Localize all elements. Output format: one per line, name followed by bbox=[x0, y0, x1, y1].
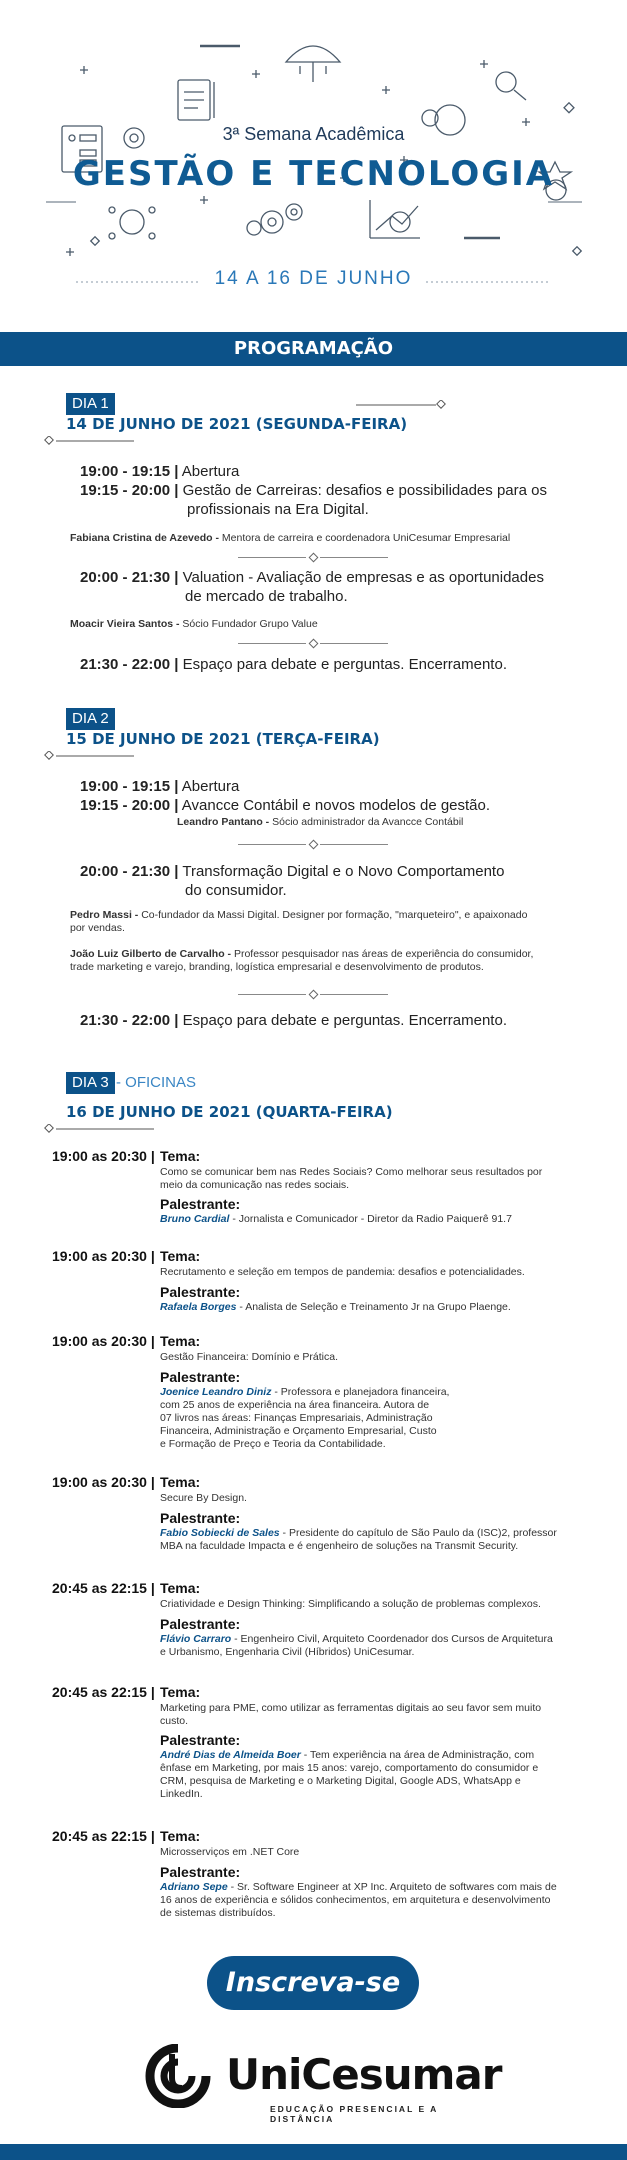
schedule-item-cont: do consumidor. bbox=[185, 882, 287, 899]
workshop-speaker: Bruno Cardial - Jornalista e Comunicador - Diretor da Radio Paiquerê 91.7 bbox=[160, 1213, 512, 1225]
workshop-topic: Criatividade e Design Thinking: Simplificando a solução de problemas complexos. bbox=[160, 1598, 541, 1610]
schedule-item: 20:00 - 21:30 | Transformação Digital e o Novo Comportamento bbox=[80, 863, 505, 880]
day3-date: 16 DE JUNHO DE 2021 (QUARTA-FEIRA) bbox=[66, 1103, 393, 1121]
unicesumar-logo bbox=[138, 2044, 502, 2124]
workshop-speaker: Rafaela Borges - Analista de Seleção e Treinamento Jr na Grupo Plaenge. bbox=[160, 1301, 511, 1313]
day1-tag: DIA 1 bbox=[66, 393, 115, 415]
network-icon bbox=[120, 210, 144, 234]
program-header: PROGRAMAÇÃO bbox=[0, 332, 627, 366]
day2-date: 15 DE JUNHO DE 2021 (TERÇA-FEIRA) bbox=[66, 730, 380, 748]
workshop-topic: Como se comunicar bem nas Redes Sociais? Como melhorar seus resultados por meio da comunicação nas redes sociais. bbox=[160, 1166, 543, 1191]
schedule-item-cont: de mercado de trabalho. bbox=[185, 588, 348, 605]
event-edition: 3ª Semana Acadêmica bbox=[222, 124, 405, 144]
workshop-item bbox=[52, 1474, 572, 1554]
workshop-time: 19:00 as 20:30 | bbox=[52, 1248, 155, 1264]
schedule-item: 19:15 - 20:00 | Gestão de Carreiras: desafios e possibilidades para os bbox=[80, 482, 547, 499]
signup-button[interactable]: Inscreva-se bbox=[207, 1956, 419, 2010]
workshop-topic: Recrutamento e seleção em tempos de pandemia: desafios e potencialidades. bbox=[160, 1266, 525, 1278]
workshop-time: 19:00 as 20:30 | bbox=[52, 1148, 155, 1164]
decorative-divider bbox=[44, 751, 134, 761]
gears-icon bbox=[261, 211, 283, 233]
day3-tag: DIA 3 bbox=[66, 1072, 115, 1094]
tema-label: Tema: bbox=[160, 1828, 201, 1844]
speaker-note: Moacir Vieira Santos - Sócio Fundador Grupo Value bbox=[70, 618, 318, 630]
workshop-item bbox=[52, 1580, 572, 1660]
schedule-item: 20:00 - 21:30 | Valuation - Avaliação de empresas e as oportunidades bbox=[80, 569, 544, 586]
workshop-item bbox=[52, 1248, 572, 1312]
event-title: GESTÃO E TECNOLOGIA bbox=[72, 154, 555, 194]
speaker-note: Fabiana Cristina de Azevedo - Mentora de carreira e coordenadora UniCesumar Empresarial bbox=[70, 532, 511, 544]
tema-label: Tema: bbox=[160, 1474, 201, 1490]
workshop-time: 19:00 as 20:30 | bbox=[52, 1333, 155, 1349]
workshop-topic: Secure By Design. bbox=[160, 1492, 247, 1504]
decorative-divider bbox=[356, 400, 450, 410]
day3-tag-suffix: - OFICINAS bbox=[116, 1074, 197, 1091]
tema-label: Tema: bbox=[160, 1148, 201, 1164]
workshop-item bbox=[52, 1828, 572, 1928]
workshop-speaker: Joenice Leandro Diniz - Professora e planejadora financeira, com 25 anos de experiência na área financeira. Autora de 07 livros nas áreas: Finanças Empresariais, Administração Financeira, Administração e Orçamento Empresarial, Custo e Formação de Preço e Teoria da Contabilidade. bbox=[160, 1386, 450, 1450]
workshop-time: 19:00 as 20:30 | bbox=[52, 1474, 155, 1490]
section-separator bbox=[238, 639, 388, 649]
speaker-note: João Luiz Gilberto de Carvalho - Professor pesquisador nas áreas de experiência do consumidor, trade marketing e varejo, branding, logística empresarial e desenvolvimento de produtos. bbox=[70, 948, 534, 973]
workshop-speaker: André Dias de Almeida Boer - Tem experiência na área de Administração, com ênfase em Marketing, por mais 15 anos: varejo, comportamento do consumidor e CRM, pesquisa de Marketing e o Marketing Digital, Google ADS, WhatsApp e LinkedIn. bbox=[160, 1749, 539, 1800]
schedule-item: 19:00 - 19:15 | Abertura bbox=[80, 463, 240, 480]
section-separator bbox=[238, 840, 388, 850]
footer-bar bbox=[0, 2144, 627, 2160]
palestrante-label: Palestrante: bbox=[160, 1369, 241, 1385]
logo-tagline: EDUCAÇÃO PRESENCIAL E A DISTÂNCIA bbox=[270, 2104, 439, 2124]
hero-banner bbox=[0, 0, 627, 320]
workshop-speaker: Fabio Sobiecki de Sales - Presidente do capítulo de São Paulo da (ISC)2, professor MBA na faculdade Impacta e é engenheiro de soluções na Transmit Security. bbox=[160, 1527, 557, 1552]
tema-label: Tema: bbox=[160, 1580, 201, 1596]
tema-label: Tema: bbox=[160, 1333, 201, 1349]
workshop-time: 20:45 as 22:15 | bbox=[52, 1580, 155, 1596]
workshop-item bbox=[52, 1148, 572, 1228]
day1-date: 14 DE JUNHO DE 2021 (SEGUNDA-FEIRA) bbox=[66, 415, 408, 433]
logo-mark-icon bbox=[138, 2044, 218, 2108]
schedule-item: 19:15 - 20:00 | Avancce Contábil e novos modelos de gestão. bbox=[80, 797, 491, 814]
palestrante-label: Palestrante: bbox=[160, 1864, 241, 1880]
schedule-item: 21:30 - 22:00 | Espaço para debate e perguntas. Encerramento. bbox=[80, 656, 507, 673]
palestrante-label: Palestrante: bbox=[160, 1732, 241, 1748]
palestrante-label: Palestrante: bbox=[160, 1284, 241, 1300]
magnifier-icon bbox=[496, 72, 516, 92]
speaker-note: Leandro Pantano - Sócio administrador da Avancce Contábil bbox=[177, 816, 464, 828]
workshop-time: 20:45 as 22:15 | bbox=[52, 1684, 155, 1700]
workshop-speaker: Adriano Sepe - Sr. Software Engineer at XP Inc. Arquiteto de softwares com mais de 16 anos de experiência e sólidos conhecimentos, em arquitetura e desenvolvimento de sistemas distribuídos. bbox=[160, 1881, 557, 1919]
workshop-item bbox=[52, 1684, 572, 1804]
workshop-topic: Gestão Financeira: Domínio e Prática. bbox=[160, 1351, 338, 1363]
schedule-item: 21:30 - 22:00 | Espaço para debate e perguntas. Encerramento. bbox=[80, 1012, 507, 1029]
workshop-topic: Marketing para PME, como utilizar as ferramentas digitais ao seu favor sem muito custo. bbox=[160, 1702, 542, 1727]
speaker-note: Pedro Massi - Co-fundador da Massi Digital. Designer por formação, "marqueteiro", e apaixonado por vendas. bbox=[70, 909, 528, 934]
tema-label: Tema: bbox=[160, 1684, 201, 1700]
decorative-divider bbox=[44, 436, 134, 446]
logo-name: UniCesumar bbox=[226, 2050, 502, 2099]
section-separator bbox=[238, 553, 388, 563]
tema-label: Tema: bbox=[160, 1248, 201, 1264]
workshop-time: 20:45 as 22:15 | bbox=[52, 1828, 155, 1844]
day2-tag: DIA 2 bbox=[66, 708, 115, 730]
palestrante-label: Palestrante: bbox=[160, 1616, 241, 1632]
workshop-speaker: Flávio Carraro - Engenheiro Civil, Arquiteto Coordenador dos Cursos de Arquitetura e Urbanismo, Engenharia Civil (Híbridos) UniCesumar. bbox=[160, 1633, 553, 1658]
palestrante-label: Palestrante: bbox=[160, 1510, 241, 1526]
workshop-item bbox=[52, 1333, 572, 1451]
palestrante-label: Palestrante: bbox=[160, 1196, 241, 1212]
workshop-topic: Microsserviços em .NET Core bbox=[160, 1846, 300, 1858]
schedule-item-cont: profissionais na Era Digital. bbox=[187, 501, 369, 518]
decorative-divider bbox=[44, 1124, 154, 1134]
event-dates: 14 A 16 DE JUNHO bbox=[214, 268, 413, 289]
section-separator bbox=[238, 990, 388, 1000]
umbrella-icon bbox=[286, 46, 340, 62]
schedule-item: 19:00 - 19:15 | Abertura bbox=[80, 778, 240, 795]
